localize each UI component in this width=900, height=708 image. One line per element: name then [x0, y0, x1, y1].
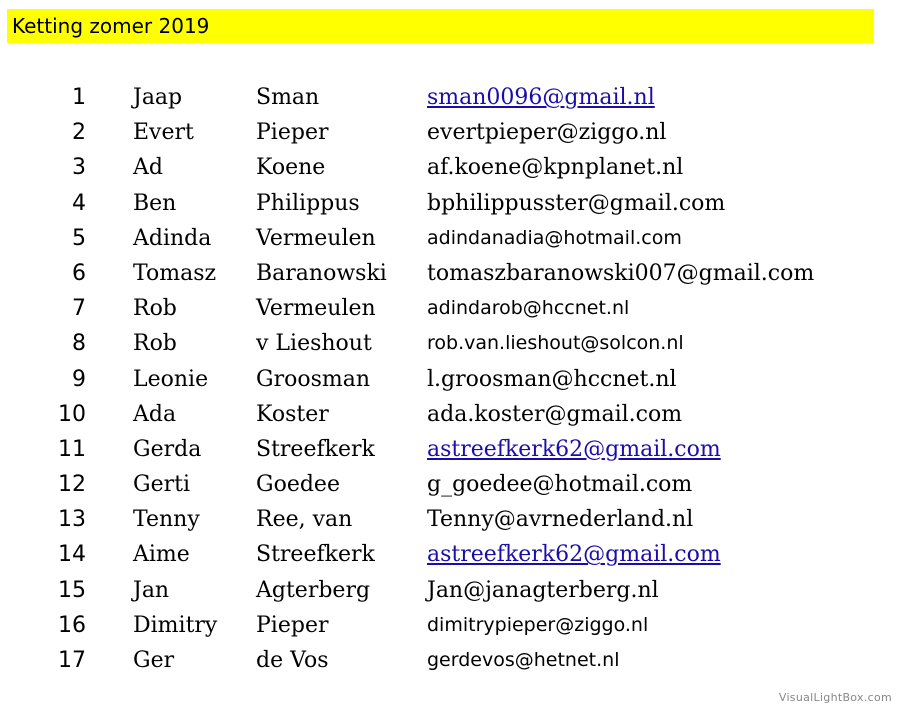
last-name: v Lieshout [256, 331, 372, 357]
first-name: Adinda [133, 225, 212, 251]
list-item [0, 221, 900, 256]
list-item [0, 115, 900, 150]
email-address: l.groosman@hccnet.nl [427, 366, 677, 392]
row-number: 5 [72, 225, 86, 251]
last-name: Streefkerk [256, 542, 375, 568]
row-number: 6 [72, 260, 86, 286]
last-name: Pieper [256, 612, 329, 638]
email-address: dimitrypieper@ziggo.nl [427, 613, 649, 636]
email-address: evertpieper@ziggo.nl [427, 120, 667, 146]
email-address: ada.koster@gmail.com [427, 401, 683, 427]
first-name: Rob [133, 296, 177, 322]
first-name: Ger [133, 648, 175, 673]
first-name: Gerda [133, 436, 202, 462]
row-number: 10 [58, 401, 86, 427]
last-name: Agterberg [256, 577, 371, 603]
page-title: Ketting zomer 2019 [7, 9, 874, 43]
list-item [0, 80, 900, 115]
last-name: Philippus [256, 190, 360, 216]
list-item [0, 573, 900, 608]
row-number: 12 [58, 472, 86, 498]
row-number: 13 [58, 507, 86, 533]
list-item [0, 432, 900, 467]
row-number: 2 [72, 120, 86, 146]
last-name: Koene [256, 155, 326, 181]
first-name: Tomasz [133, 260, 217, 286]
list-item [0, 643, 900, 678]
contact-list [0, 80, 900, 678]
first-name: Jaap [133, 85, 183, 110]
row-number: 14 [58, 542, 86, 568]
row-number: 17 [58, 648, 86, 673]
row-number: 4 [72, 190, 86, 216]
email-address: tomaszbaranowski007@gmail.com [427, 260, 815, 286]
last-name: Baranowski [256, 260, 387, 286]
first-name: Dimitry [133, 612, 218, 638]
first-name: Tenny [133, 507, 200, 533]
first-name: Ada [133, 401, 177, 427]
list-item [0, 186, 900, 221]
list-item [0, 608, 900, 643]
last-name: Sman [256, 85, 320, 110]
list-item [0, 467, 900, 502]
email-address: gerdevos@hetnet.nl [427, 649, 620, 671]
list-item [0, 537, 900, 572]
first-name: Ben [133, 190, 177, 216]
email-link[interactable]: sman0096@gmail.nl [427, 85, 655, 110]
list-item [0, 362, 900, 397]
first-name: Rob [133, 331, 177, 357]
first-name: Gerti [133, 472, 190, 498]
watermark: VisualLightBox.com [778, 691, 892, 704]
email-link[interactable]: astreefkerk62@gmail.com [427, 436, 721, 462]
row-number: 3 [72, 155, 86, 181]
email-address: adindanadia@hotmail.com [427, 226, 682, 249]
last-name: Ree, van [256, 507, 353, 533]
row-number: 16 [58, 612, 86, 638]
row-number: 1 [72, 85, 86, 110]
first-name: Jan [133, 577, 170, 603]
email-address: Tenny@avrnederland.nl [427, 507, 694, 533]
last-name: Pieper [256, 120, 329, 146]
last-name: Vermeulen [256, 296, 376, 322]
row-number: 8 [72, 331, 86, 357]
row-number: 9 [72, 366, 86, 392]
list-item [0, 397, 900, 432]
email-address: bphilippusster@gmail.com [427, 190, 726, 216]
row-number: 7 [72, 296, 86, 322]
first-name: Ad [133, 155, 163, 181]
row-number: 11 [58, 436, 86, 462]
email-link[interactable]: astreefkerk62@gmail.com [427, 542, 721, 568]
first-name: Leonie [133, 366, 209, 392]
first-name: Aime [133, 542, 190, 568]
email-address: rob.van.lieshout@solcon.nl [427, 332, 684, 355]
email-address: adindarob@hccnet.nl [427, 297, 630, 320]
last-name: de Vos [256, 648, 329, 673]
last-name: Vermeulen [256, 225, 376, 251]
last-name: Streefkerk [256, 436, 375, 462]
list-item [0, 291, 900, 326]
list-item [0, 326, 900, 361]
list-item [0, 502, 900, 537]
email-address: Jan@janagterberg.nl [427, 577, 659, 603]
first-name: Evert [133, 120, 194, 146]
list-item [0, 150, 900, 185]
email-address: g_goedee@hotmail.com [427, 472, 693, 498]
last-name: Goedee [256, 472, 340, 498]
row-number: 15 [58, 577, 86, 603]
last-name: Koster [256, 401, 329, 427]
email-address: af.koene@kpnplanet.nl [427, 155, 684, 181]
list-item [0, 256, 900, 291]
last-name: Groosman [256, 366, 371, 392]
